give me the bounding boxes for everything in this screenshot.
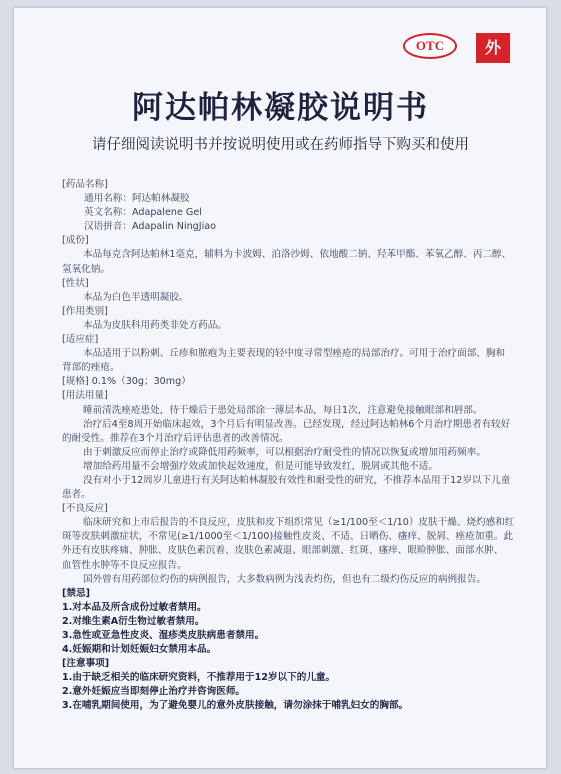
usage-paragraph: 睡前清洗痤疮患处，待干燥后于患处局部涂一薄层本品，每日1次，注意避免接触眼部和唇部。 <box>83 404 483 416</box>
indications-text: 本品适用于以粉刺、丘疹和脓疱为主要表现的轻中度寻常型痤疮的局部治疗。可用于治疗面部、胸和 <box>83 348 506 360</box>
page-title: 阿达帕林凝胶说明书 <box>132 90 429 126</box>
contraindication-item: 2.对维生素A衍生物过敏者禁用。 <box>62 615 205 627</box>
section-header-category: [作用类别] <box>62 305 108 317</box>
english-name: 英文名称：Adapalene Gel <box>84 207 202 219</box>
section-header-usage: [用法用量] <box>62 390 108 402</box>
adverse-paragraph: 临床研究和上市后报告的不良反应，皮肤和皮下组织常见（≥1/100至＜1/10）皮肤干燥、烧灼感和红 <box>83 517 515 529</box>
adverse-paragraph-cont: 外还有皮肤疼痛、肿胀、皮肤色素沉着、皮肤色素减退、眼部刺激、红斑、瘙痒、眼睑肿胀、面部水肿、 <box>62 545 504 557</box>
external-use-badge: 外 <box>476 33 510 63</box>
indications-text-cont: 背部的痤疮。 <box>62 362 120 374</box>
section-header-precautions: [注意事项] <box>62 658 110 670</box>
spec-line: [规格] 0.1%（30g；30mg） <box>62 376 191 388</box>
contraindication-item: 1.对本品及所含成份过敏者禁用。 <box>62 601 207 613</box>
section-header-properties: [性状] <box>62 277 89 289</box>
properties-text: 本品为白色半透明凝胶。 <box>83 291 189 303</box>
contraindication-item: 3.急性或亚急性皮炎、湿疹类皮肤病患者禁用。 <box>62 630 265 641</box>
leaflet-content <box>62 178 532 714</box>
section-header-adverse: [不良反应] <box>62 503 108 515</box>
precaution-item: 1.由于缺乏相关的临床研究资料，不推荐用于12岁以下的儿童。 <box>62 672 336 684</box>
section-header-ingredients: [成份] <box>62 235 89 247</box>
contraindication-item: 4.妊娠期和计划妊娠妇女禁用本品。 <box>62 644 217 656</box>
section-header-drug-name: [药品名称] <box>62 179 108 190</box>
section-header-indications: [适应症] <box>62 334 99 346</box>
precaution-item: 3.在哺乳期间使用，为了避免婴儿的意外皮肤接触，请勿涂抹于哺乳妇女的胸部。 <box>62 700 409 712</box>
usage-paragraph: 没有对小于12周岁儿童进行有关阿达帕林凝胶有效性和耐受性的研究，不推荐本品用于12岁以下儿童 <box>83 474 511 486</box>
usage-paragraph: 由于刺激反应而停止治疗或降低用药频率，可以根据治疗耐受性的情况以恢复或增加用药频率。 <box>83 446 486 458</box>
usage-paragraph: 治疗后4至8周开始临床起效，3个月后有明显改善。已经发现，经过阿达帕林6个月治疗期患者有较好 <box>83 418 511 430</box>
ingredients-text: 本品每克含阿达帕林1毫克，辅料为卡波姆、泊洛沙姆、依地酸二钠、羟苯甲酯、苯氧乙醇、丙二醇、 <box>83 249 512 261</box>
pinyin-name: 汉语拼音：Adapalin NingJiao <box>84 221 217 233</box>
precaution-item: 2.意外妊娠应当即刻停止治疗并咨询医师。 <box>62 686 246 698</box>
usage-paragraph: 增加给药用量不会增强疗效或加快起效速度，但是可能导致发红，脱屑或其他不适。 <box>83 460 438 472</box>
usage-paragraph-cont: 的耐受性。推荐在3个月治疗后评估患者的改善情况。 <box>62 432 289 444</box>
adverse-paragraph: 国外曾有用药部位灼伤的病例报告，大多数病例为浅表灼伤，但也有二级灼伤反应的病例报告。 <box>83 573 486 585</box>
otc-badge: OTC <box>403 33 457 59</box>
common-name: 通用名称：阿达帕林凝胶 <box>84 193 190 205</box>
adverse-paragraph-cont: 血管性水肿等不良反应报告。 <box>62 559 187 571</box>
page-subtitle: 请仔细阅读说明书并按说明使用或在药师指导下购买和使用 <box>92 137 469 153</box>
adverse-paragraph-cont: 斑等皮肤刺激症状，不常见(≥1/1000至＜1/100)接触性皮炎、不适、日晒伤、瘙痒、脱屑、痤疮加重。此 <box>62 531 514 543</box>
category-text: 本品为皮肤科用药类非处方药品。 <box>83 319 227 331</box>
usage-paragraph-cont: 患者。 <box>62 489 91 501</box>
ingredients-text-cont: 氢氧化钠。 <box>62 263 110 275</box>
section-header-contraindications: [禁忌] <box>62 587 90 599</box>
